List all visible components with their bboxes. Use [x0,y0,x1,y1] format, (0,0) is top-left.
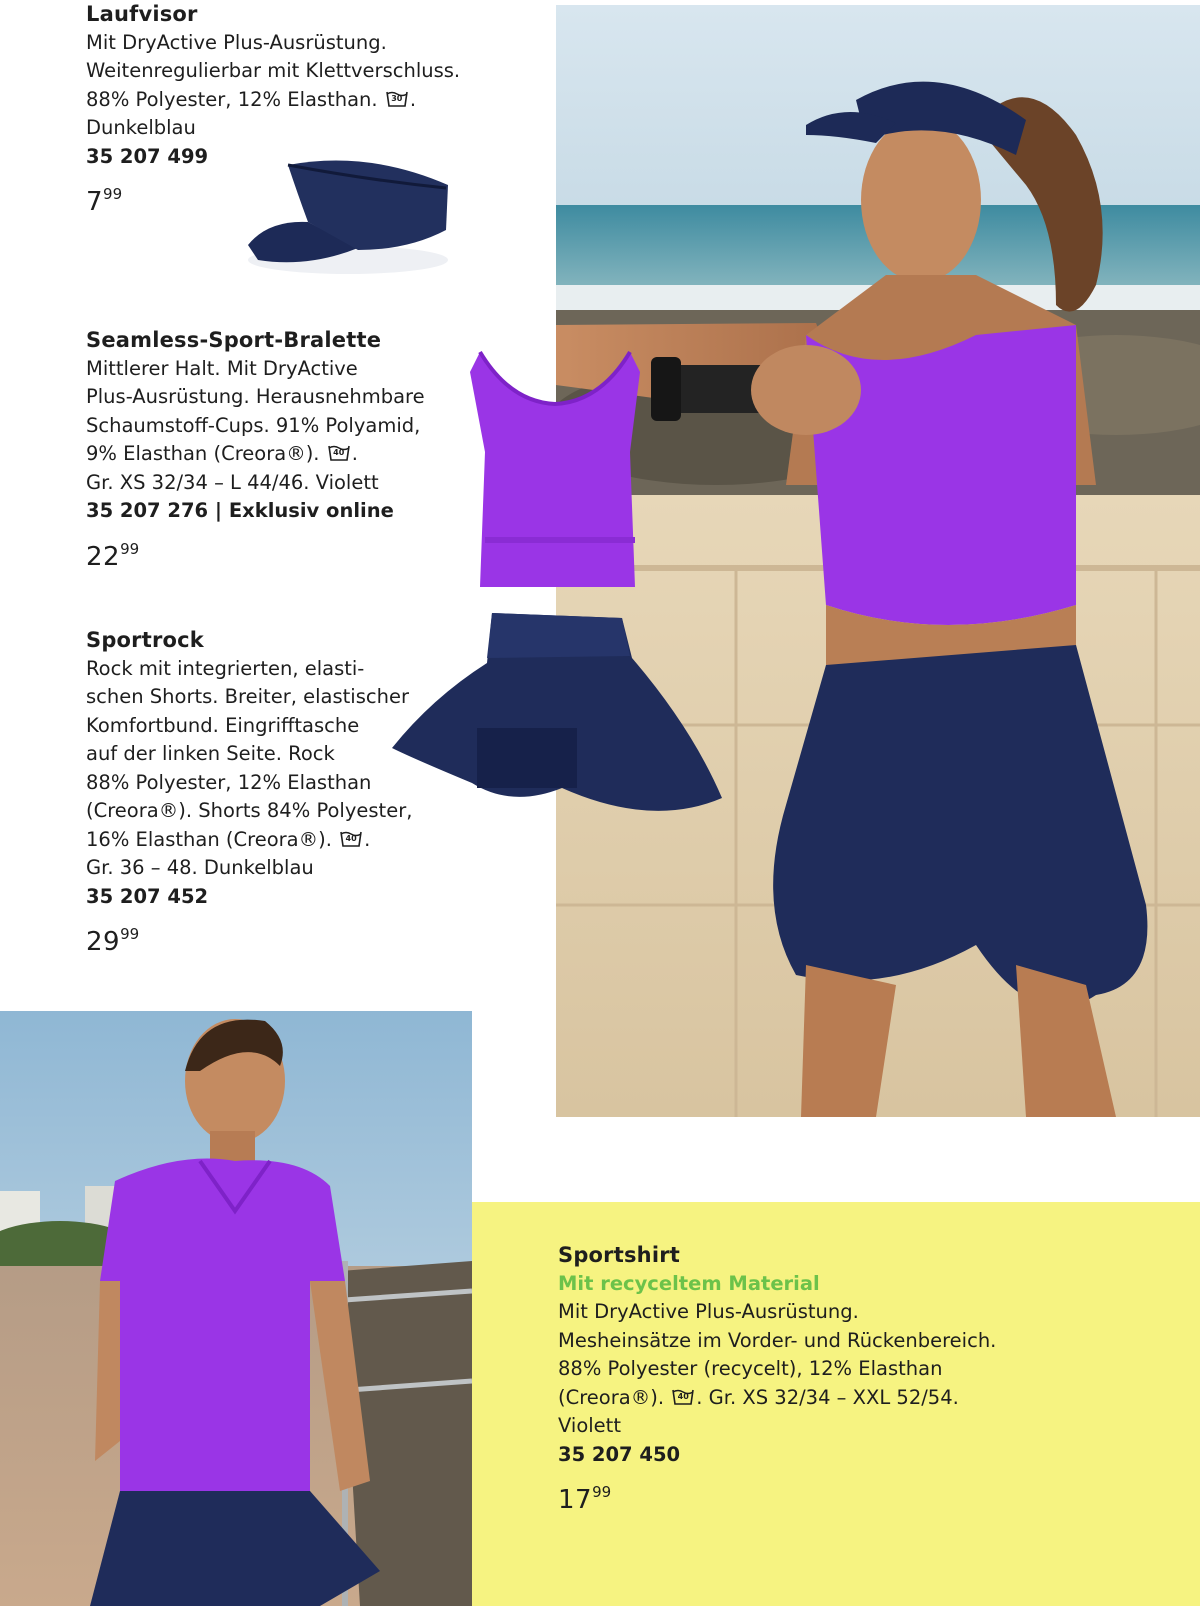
product-desc-line: Mit DryActive Plus-Ausrüstung. [558,1300,859,1323]
article-number: 35 207 499 [86,144,209,168]
product-desc-line: Gr. 36 – 48. Dunkelblau [86,856,314,879]
product-desc-line: 16% Elasthan (Creora®). 40 . [86,827,371,851]
article-number: 35 207 450 [558,1442,681,1466]
product-price: $22^{99}$ [86,539,140,572]
washing-icon: 40 [328,444,350,462]
main-photo-woman-visor [556,5,1200,1117]
article-number: 35 207 452 [86,884,209,908]
washing-icon: 40 [672,1388,694,1406]
product-desc-line: Mittlerer Halt. Mit DryActive [86,356,358,380]
product-desc-line: 9% Elasthan (Creora®). 40 . [86,442,358,465]
product-desc-line: (Creora®). Shorts 84% Polyester, [86,799,413,822]
product-skirt [86,626,446,959]
product-desc-line: Dunkelblau [86,116,196,139]
product-desc-line: Rock mit integrierten, elasti- [86,656,365,680]
product-desc-line: Komfortbund. Eingrifftasche [86,713,360,737]
product-desc-line: Mesheinsätze im Vorder- und Rückenbereich. [558,1328,997,1352]
product-desc-line: Schaumstoff-Cups. 91% Polyamid, [86,413,421,437]
product-price: $17^{99}$ [558,1483,612,1515]
product-desc-line: 88% Polyester (recycelt), 12% Elasthan [558,1357,943,1380]
shirt-lifestyle-photo [0,1011,472,1606]
product-desc-line: Weitenregulierbar mit Klettverschluss. [86,59,461,82]
product-desc-line: Violett [558,1414,621,1437]
washing-icon: 30 [386,90,408,108]
product-desc-line: 88% Polyester, 12% Elasthan [86,770,372,794]
article-number: 35 207 276 | Exklusiv online [86,499,394,522]
product-desc-line: Plus-Ausrüstung. Herausnehmbare [86,385,425,408]
product-title: Laufvisor [86,2,198,26]
product-visor [86,0,506,219]
product-desc-line: Gr. XS 32/34 – L 44/46. Violett [86,470,379,494]
bralette-product-image [470,342,640,592]
product-price: $29^{99}$ [86,925,140,957]
product-subtitle: Mit recyceltem Material [558,1271,820,1295]
product-title: Sportshirt [558,1243,681,1267]
product-bralette [86,326,466,574]
product-shirt [558,1241,1178,1517]
product-price: $7^{99}$ [86,185,123,217]
product-desc-line: auf der linken Seite. Rock [86,742,335,765]
product-desc-line: Mit DryActive Plus-Ausrüstung. [86,30,387,54]
washing-icon: 40 [340,830,362,848]
product-desc-line: schen Shorts. Breiter, elastischer [86,685,409,708]
product-desc-line: (Creora®). 40 . Gr. XS 32/34 – XXL 52/54. [558,1385,959,1409]
product-title: Sportrock [86,628,204,652]
product-desc-line: 88% Polyester, 12% Elasthan. 30 . [86,87,417,111]
product-title: Seamless-Sport-Bralette [86,328,382,352]
